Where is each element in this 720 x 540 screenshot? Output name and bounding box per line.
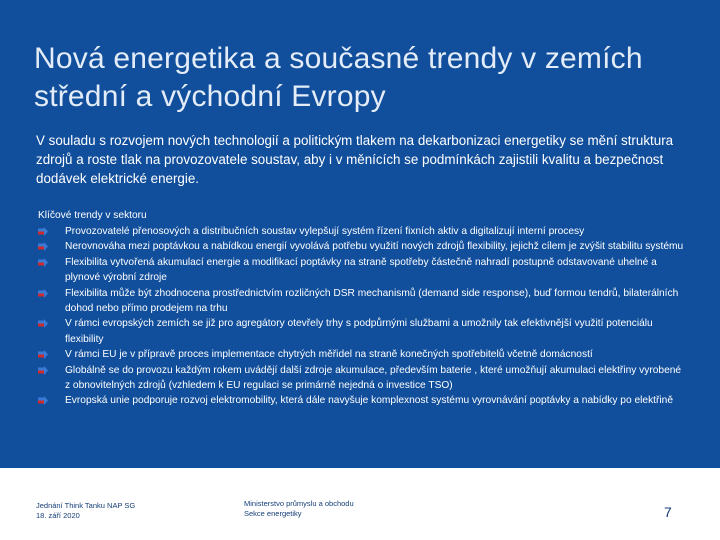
bullet-text: V rámci evropských zemích se již pro agregátory otevřely trhy s podpůrnými službami a umožnily tak efektivnější využití potenciálu flexibility [65, 318, 653, 345]
slide-title: Nová energetika a současné trendy v zemích střední a východní Evropy [34, 42, 643, 113]
bullet-text: Provozovatelé přenosových a distribučních soustav vylepšují systém řízení fixních aktiv a digitalizují interní procesy [65, 226, 585, 237]
trends-heading: Klíčové trendy v sektoru [38, 210, 147, 221]
footer-meeting-date: 18. září 2020 [36, 511, 80, 520]
bullet-text: Globálně se do provozu každým rokem uvádějí další zdroje akumulace, především baterie , které umožňují akumulaci elektřiny vyrobené z obnovitelných zdrojů (vzhledem k EU regulaci se primárně nejedná o investice TSO) [65, 364, 682, 392]
footer-ministry [244, 499, 354, 519]
footer-meeting [36, 501, 135, 521]
intro-paragraph: V souladu s rozvojem nových technologií a politickým tlakem na dekarbonizaci energetiky se mění struktura zdrojů a roste tlak na provozovatele soustav, aby i v měnících se podmínkách zajistili kvalitu a bezpečnost dodávek elektrické energie. [36, 133, 674, 186]
footer-section-name: Sekce energetiky [244, 509, 302, 518]
list-item [38, 393, 688, 408]
list-item [38, 347, 688, 362]
list-item [38, 224, 688, 239]
arrow-icon [38, 366, 48, 375]
list-item [38, 239, 688, 254]
list-item [38, 286, 688, 317]
bullet-text: Evropská unie podporuje rozvoj elektromobility, která dále navyšuje komplexnost systému vyrovnávání poptávky a nabídky po elektřině [65, 395, 673, 407]
arrow-icon [38, 350, 48, 359]
footer-meeting-name: Jednání Think Tanku NAP SG [36, 501, 136, 510]
list-item [38, 255, 688, 286]
bullet-text: V rámci EU je v přípravě proces implementace chytrých měřidel na straně konečných spotřebitelů včetně domácností [65, 349, 593, 361]
list-item [38, 363, 688, 394]
list-item [38, 316, 688, 347]
bullet-text: Flexibilita může být zhodnocena prostřednictvím rozličných DSR mechanismů (demand side response), buď formou tendrů, bilaterálních dohod nebo přímo prodejem na trhu [65, 287, 679, 315]
slide-footer [0, 468, 720, 540]
arrow-icon [38, 227, 48, 236]
page-number: 7 [664, 504, 672, 520]
arrow-icon [38, 258, 48, 267]
arrow-icon [38, 289, 48, 298]
arrow-icon [38, 396, 48, 405]
bullet-text: Flexibilita vytvořená akumulací energie a modifikací poptávky na straně spotřeby částečně nahradí postupně odstavované uhelné a plynové výrobní zdroje [65, 256, 657, 284]
footer-ministry-name: Ministerstvo průmyslu a obchodu [244, 499, 354, 508]
bullet-text: Nerovnováha mezi poptávkou a nabídkou energií vyvolává potřebu využití nových zdrojů flexibility, jejichž cílem je zvýšit stabilitu systému [65, 241, 684, 253]
arrow-icon [38, 319, 48, 328]
trends-list [38, 224, 688, 409]
arrow-icon [38, 242, 48, 251]
